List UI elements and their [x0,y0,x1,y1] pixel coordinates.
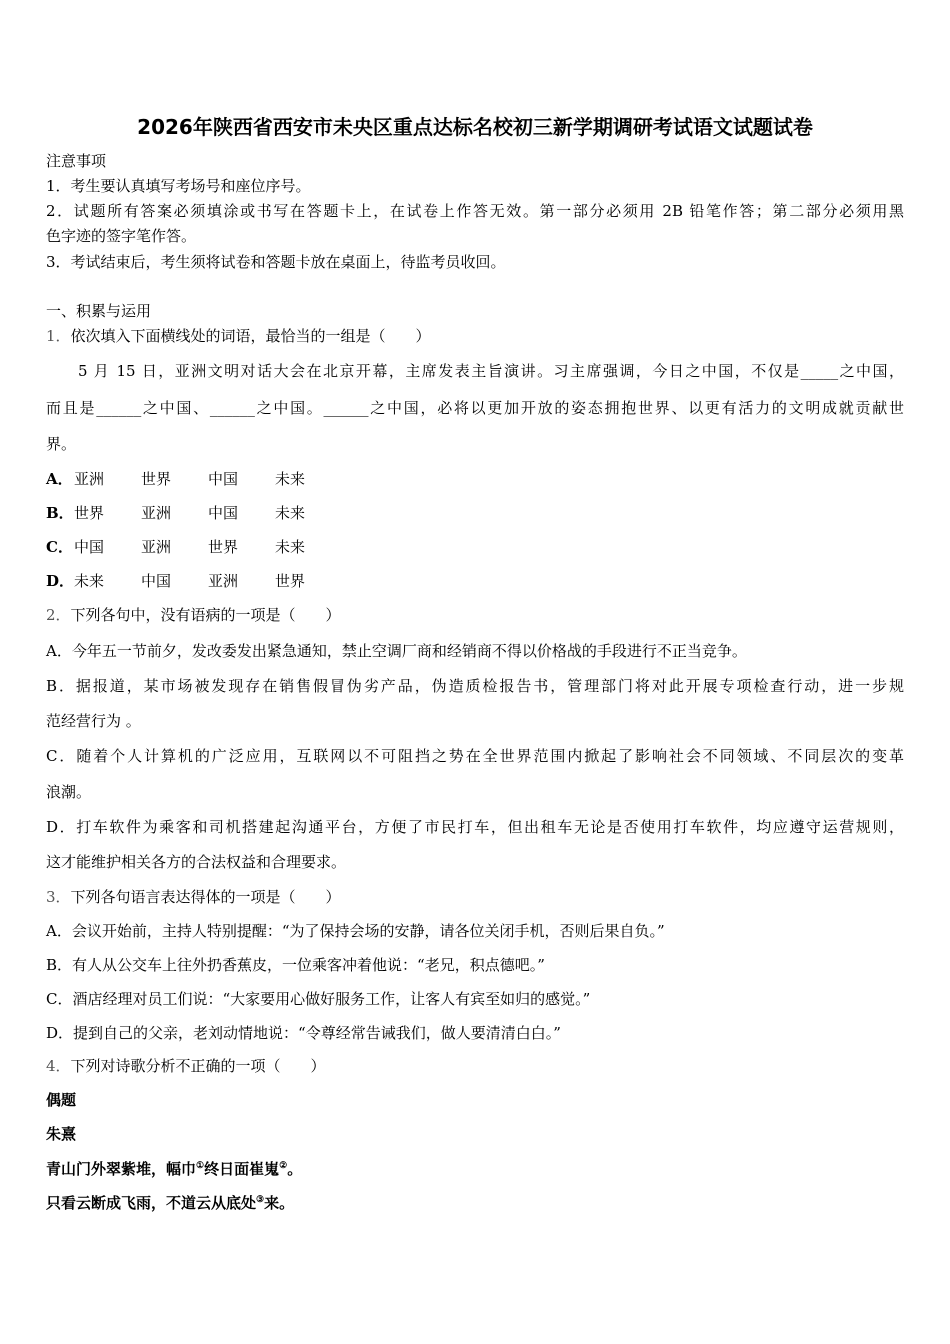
option-a [46,469,342,489]
option-word: 亚洲 [208,572,239,590]
option-line: B．据报道，某市场被发现存在销售假冒伪劣产品，伪造质检报告书，管理部门将对此开展专项检查行动，进一步规 [46,677,904,695]
poem-text: 终日面崔嵬 [204,1160,280,1178]
poem-title: 偶题 [46,1091,77,1109]
option-word: 世界 [275,572,306,590]
poem-text: 来。 [264,1194,295,1212]
question-2-stem [46,605,341,625]
footnote-marker: ② [279,1161,288,1171]
notice-item: 1．考生要认真填写考场号和座位序号。 [46,177,311,195]
option-word: 未来 [74,572,105,590]
question-text: 依次填入下面横线处的词语，最恰当的一组是（ ） [70,327,431,345]
option-word: 中国 [208,470,239,488]
option-line: D．提到自己的父亲，老刘动情地说：“令尊经常告诫我们，做人要清清白白。” [46,1024,561,1042]
poem-text: 。 [287,1160,303,1178]
notice-item: 3．考试结束后，考生须将试卷和答题卡放在桌面上，待监考员收回。 [46,253,506,271]
option-line: A．会议开始前，主持人特别提醒：“为了保持会场的安静，请各位关闭手机，否则后果自负。” [46,922,665,940]
option-word: 未来 [275,538,306,556]
option-word: 未来 [275,470,306,488]
option-line: A．今年五一节前夕，发改委发出紧急通知，禁止空调厂商和经销商不得以价格战的手段进行不正当竞争。 [46,642,747,660]
question-number: 2． [46,606,71,624]
notice-heading: 注意事项 [46,152,107,170]
poem-line [46,1190,294,1213]
section-heading: 一、积累与运用 [46,302,152,320]
footnote-marker: ① [196,1161,205,1171]
option-word: 中国 [141,572,172,590]
question-text: 下列各句中，没有语病的一项是（ ） [70,606,341,624]
option-line: 范经营行为 。 [46,712,141,730]
option-word: 中国 [208,504,239,522]
option-line: B．有人从公交车上往外扔香蕉皮，一位乘客冲着他说：“老兄，积点德吧。” [46,956,545,974]
question-number: 1． [46,327,71,345]
poem-author: 朱熹 [46,1125,77,1143]
option-letter: A． [46,470,73,488]
question-4-stem [46,1056,326,1076]
option-line: D．打车软件为乘客和司机搭建起沟通平台，方便了市民打车，但出租车无论是否使用打车软件，均应遵守运营规则， [46,818,904,836]
page-title: 2026年陕西省西安市未央区重点达标名校初三新学期调研考试语文试题试卷 [137,115,813,139]
passage-line: 5 月 15 日，亚洲文明对话大会在北京开幕，主席发表主旨演讲。习主席强调，今日之中国，不仅是_____之中国， [78,362,904,380]
option-line: 浪潮。 [46,783,92,801]
option-word: 亚洲 [74,470,105,488]
question-text: 下列对诗歌分析不正确的一项（ ） [70,1057,326,1075]
question-3-stem [46,887,341,907]
option-line: C．酒店经理对员工们说：“大家要用心做好服务工作，让客人有宾至如归的感觉。” [46,990,591,1008]
notice-item: 2．试题所有答案必须填涂或书写在答题卡上，在试卷上作答无效。第一部分必须用 2B 铅笔作答；第二部分必须用黑 [46,202,904,220]
question-number: 3． [46,888,71,906]
passage-line: 而且是______之中国、______之中国。______之中国，必将以更加开放的姿态拥抱世界、以更有活力的文明成就贡献世 [46,399,904,417]
option-word: 世界 [208,538,239,556]
option-word: 未来 [275,504,306,522]
option-d [46,571,342,591]
option-word: 中国 [74,538,105,556]
option-letter: C． [46,538,73,556]
question-number: 4． [46,1057,71,1075]
footnote-marker: ③ [256,1195,265,1205]
question-text: 下列各句语言表达得体的一项是（ ） [70,888,341,906]
option-word: 亚洲 [141,504,172,522]
poem-line [46,1156,302,1179]
passage-line: 界。 [46,435,77,453]
question-1-stem [46,326,431,346]
option-c [46,537,342,557]
option-letter: B． [46,504,74,522]
option-word: 亚洲 [141,538,172,556]
option-line: C．随着个人计算机的广泛应用，互联网以不可阻挡之势在全世界范围内掀起了影响社会不同领域、不同层次的变革 [46,747,904,765]
poem-text: 青山门外翠紫堆，幅巾 [46,1160,197,1178]
option-letter: D． [46,572,75,590]
option-line: 这才能维护相关各方的合法权益和合理要求。 [46,853,347,871]
notice-item: 色字迹的签字笔作答。 [46,227,197,245]
option-word: 世界 [141,470,172,488]
option-b [46,503,342,523]
poem-text: 只看云断成飞雨，不道云从底处 [46,1194,257,1212]
option-word: 世界 [74,504,105,522]
